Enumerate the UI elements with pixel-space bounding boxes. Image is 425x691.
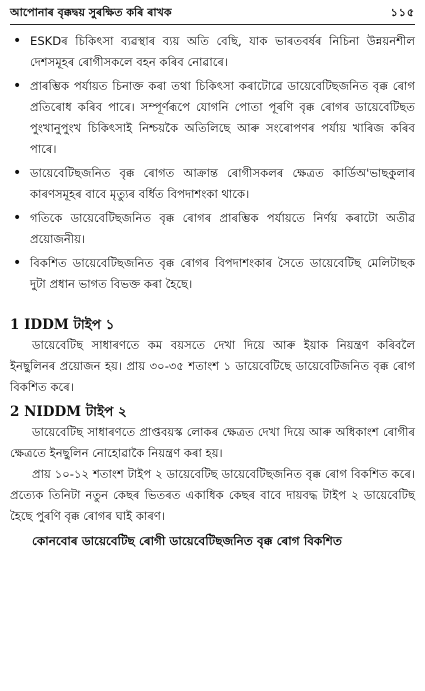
section-paragraph-iddm: ডায়েবেটিছ সাধাৰণতে কম বয়সতে দেখা দিয়ে আৰু ইয়াক নিয়ন্ত্ৰণ কৰিবলৈ ইনছুলিনৰ প্ৰয়োজন হয়। প্ৰায় ৩০-৩৫ শতাংশ ১ ডায়েবেটিছে ডায়েবেটিজনিত বৃক্ক ৰোগ বিকশিত কৰে।	[10, 338, 415, 394]
bullet-text: ডায়েবেটিছজনিত বৃক্ক ৰোগত আক্ৰান্ত ৰোগীসকলৰ ক্ষেত্ৰত কাৰ্ডিঅ'ভাছকুলাৰ কাৰণসমূহৰ বাবে মৃত্যুৰ বৰ্ধিত বিপদাশংকা থাকে।	[30, 166, 415, 201]
bullet-icon: •	[13, 33, 22, 49]
bullet-list	[10, 31, 415, 295]
bullet-icon: •	[13, 255, 22, 271]
bullet-text: প্ৰাৰম্ভিক পৰ্যায়ত চিনাক্ত কৰা তথা চিকিৎসা কৰাটোৱে ডায়েবেটিছজনিত বৃক্ক ৰোগ প্ৰতিৰোধ কৰিব পাৰে। সম্পূৰ্ণৰূপে যোগনি পোতা পূৰণি বৃক্ক ৰোগৰ ডায়েবেটিছত পুংখানুপুংখ চিকিৎসাই নিশ্চয়কৈ অতিলিছে আৰু সংৰোপণৰ পৰ্যায় খাৰিজ কৰিব পাৰে।	[30, 79, 415, 156]
bullet-text: ESKDৰ চিকিৎসা ব্যৱস্থাৰ ব্যয় অতি বেছি, যাক ভাৰতবৰ্ষৰ নিচিনা উন্নয়নশীল দেশসমূহৰ ৰোগীসকলে বহন কৰিব নোৱাৰে।	[30, 34, 415, 69]
section-paragraph-niddm-2: প্ৰায় ১০-১২ শতাংশ টাইপ ২ ডায়েবেটিছ ডায়েবেটিছজনিত বৃক্ক ৰোগ বিকশিত কৰে। প্ৰত্যেক তিনিটা নতুন কেছৰ ভিতৰত একাধিক কেছৰ বাবে দায়বদ্ধ টাইপ ২ ডায়েবেটিছ হৈছে পুৰণি বৃক্ক ৰোগৰ ঘাই কাৰণ।	[10, 467, 415, 523]
running-header-title: আপোনাৰ বৃক্কদ্বয় সুৰক্ষিত কৰি ৰাখক	[10, 5, 172, 19]
section-paragraph-niddm-1: ডায়েবেটিছ সাধাৰণতে প্ৰাপ্তবয়স্ক লোকৰ ক্ষেত্ৰত দেখা দিয়ে আৰু অধিকাংশ ৰোগীৰ ক্ষেত্ৰতে ইনছুলিন নোহোৱাকৈ নিয়ন্ত্ৰণ কৰা হয়।	[10, 425, 415, 460]
bullet-item	[10, 253, 415, 295]
section-heading-iddm: 1 IDDM টাইপ ১	[10, 317, 115, 333]
bullet-text: বিকশিত ডায়েবেটিছজনিত বৃক্ক ৰোগৰ বিপদাশংকাৰ সৈতে ডায়েবেটিছ মেলিটাছক দুটা প্ৰধান ভাগত বিভক্ত কৰা হৈছে।	[30, 256, 415, 291]
bullet-item	[10, 31, 415, 73]
bullet-icon: •	[13, 165, 22, 181]
running-header	[10, 0, 415, 25]
bullet-item	[10, 163, 415, 205]
bullet-item	[10, 76, 415, 160]
bullet-icon: •	[13, 78, 22, 94]
section-heading-niddm: 2 NIDDM টাইপ ২	[10, 404, 127, 420]
bullet-item	[10, 208, 415, 250]
bullet-icon: •	[13, 210, 22, 226]
bottom-bold-line: কোনবোৰ ডায়েবেটিছ ৰোগী ডায়েবেটিছজনিত বৃক্ক ৰোগ বিকশিত	[32, 534, 342, 548]
page-number: ১১৫	[390, 5, 415, 19]
bullet-text: গতিকে ডায়েবেটিছজনিত বৃক্ক ৰোগৰ প্ৰাৰম্ভিক পৰ্যায়তে নিৰ্ণয় কৰাটো অতীৱ প্ৰয়োজনীয়।	[30, 211, 415, 246]
